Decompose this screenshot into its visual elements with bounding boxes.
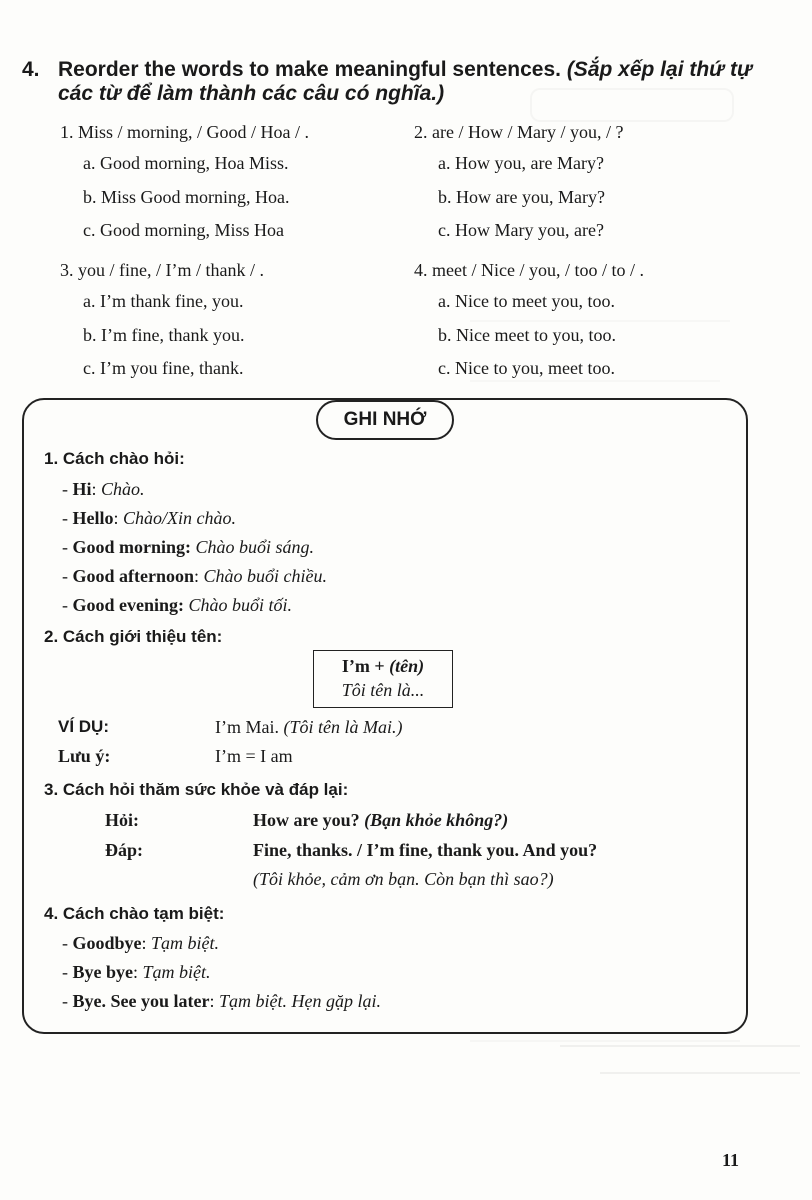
note-label: Lưu ý: [58, 746, 111, 766]
show-through-lines [600, 1072, 800, 1074]
farewell-item: - Bye bye: Tạm biệt. [62, 962, 211, 982]
greeting-item: - Good morning: Chào buổi sáng. [62, 537, 315, 557]
farewell-item: - Bye. See you later: Tạm biệt. Hẹn gặp lại. [62, 991, 381, 1011]
greeting-item: - Good afternoon: Chào buổi chiều. [62, 566, 328, 586]
question-2-option-b: b. How are you, Mary? [438, 187, 605, 207]
ask-text: How are you? (Bạn khỏe không?) [253, 810, 509, 830]
section-3-heading: 3. Cách hỏi thăm sức khỏe và đáp lại: [44, 780, 349, 799]
answer-text: Fine, thanks. / I’m fine, thank you. And you? [253, 840, 598, 860]
show-through-lines [560, 1045, 800, 1047]
page-number: 11 [722, 1150, 740, 1170]
answer-translation: (Tôi khỏe, cảm ơn bạn. Còn bạn thì sao?) [253, 869, 554, 889]
exercise-subtitle-1: (Sắp xếp lại thứ tự [566, 58, 752, 81]
answer-label: Đáp: [105, 840, 144, 860]
greeting-item: - Good evening: Chào buổi tối. [62, 595, 293, 615]
farewell-item: - Goodbye: Tạm biệt. [62, 933, 220, 953]
greeting-item: - Hi: Chào. [62, 479, 145, 499]
section-1-heading: 1. Cách chào hỏi: [44, 449, 185, 468]
question-4-option-c: c. Nice to you, meet too. [438, 358, 615, 378]
example-label: VÍ DỤ: [58, 717, 109, 736]
question-1-prompt: 1. Miss / morning, / Good / Hoa / . [60, 122, 310, 142]
ask-label: Hỏi: [105, 810, 139, 830]
formula-line-1: I’m + (tên) [341, 656, 425, 676]
exercise-title: Reorder the words to make meaningful sentences. [58, 58, 561, 81]
question-1-option-b: b. Miss Good morning, Hoa. [83, 187, 290, 207]
question-1-option-a: a. Good morning, Hoa Miss. [83, 153, 289, 173]
formula-line-2: Tôi tên là... [341, 680, 425, 700]
exercise-heading [22, 58, 782, 106]
greeting-item: - Hello: Chào/Xin chào. [62, 508, 237, 528]
question-4-option-b: b. Nice meet to you, too. [438, 325, 616, 345]
question-2-option-a: a. How you, are Mary? [438, 153, 604, 173]
name-formula-box [313, 650, 453, 708]
note-text: I’m = I am [215, 746, 293, 766]
example-text: I’m Mai. (Tôi tên là Mai.) [215, 717, 403, 737]
question-4-option-a: a. Nice to meet you, too. [438, 291, 615, 311]
question-3-option-c: c. I’m you fine, thank. [83, 358, 244, 378]
question-3-option-b: b. I’m fine, thank you. [83, 325, 245, 345]
question-1-option-c: c. Good morning, Miss Hoa [83, 220, 284, 240]
question-2-prompt: 2. are / How / Mary / you, / ? [414, 122, 624, 142]
note-title: GHI NHỚ [316, 400, 454, 440]
exercise-number: 4. [22, 58, 40, 81]
question-3-option-a: a. I’m thank fine, you. [83, 291, 244, 311]
question-2-option-c: c. How Mary you, are? [438, 220, 604, 240]
section-2-heading: 2. Cách giới thiệu tên: [44, 627, 223, 646]
question-4-prompt: 4. meet / Nice / you, / too / to / . [414, 260, 644, 280]
section-4-heading: 4. Cách chào tạm biệt: [44, 904, 225, 923]
question-3-prompt: 3. you / fine, / I’m / thank / . [60, 260, 264, 280]
exercise-subtitle-2: các từ để làm thành các câu có nghĩa.) [58, 82, 445, 105]
